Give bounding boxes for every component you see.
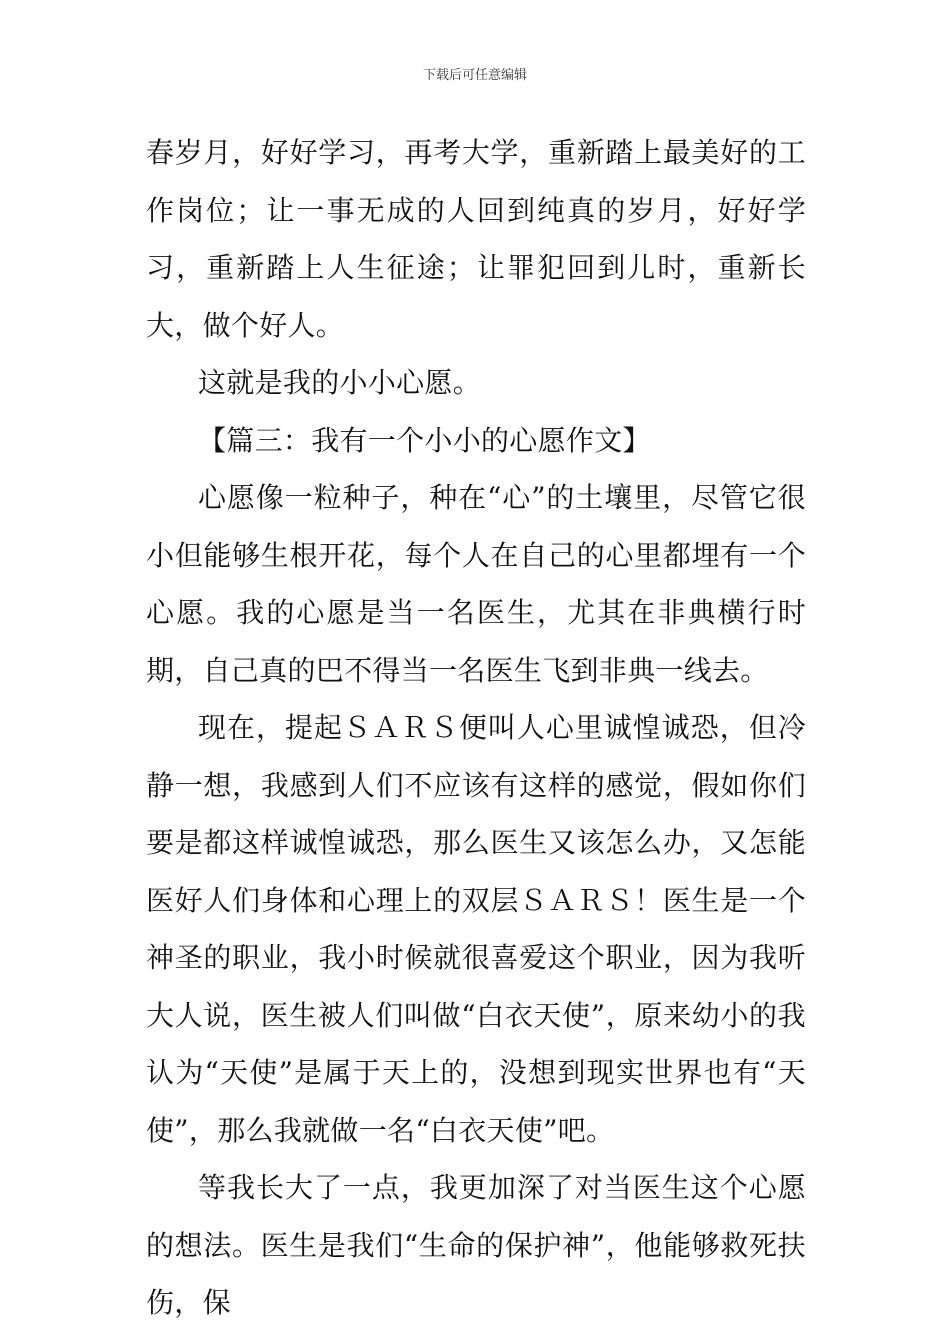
page-header: 下载后可任意编辑 xyxy=(422,68,527,83)
paragraph-growing-up: 等我长大了一点，我更加深了对当医生这个心愿的想法。医生是我们“生命的保护神”，他能够救死扶伤，保 xyxy=(146,1171,806,1319)
section-heading: 【篇三：我有一个小小的心愿作文】 xyxy=(198,423,651,457)
paragraph-sars: 现在，提起ＳＡＲＳ便叫人心里诚惶诚恐，但冷静一想，我感到人们不应该有这样的感觉，假如你们要是都这样诚惶诚恐，那么医生又该怎么办，又怎能医好人们身体和心理上的双层ＳＡＲＳ！医生是一个神圣的职业，我小时候就很喜爱这个职业，因为我听大人说，医生被人们叫做“白衣天使”，原来幼小的我认为“天使”是属于天上的，没想到现实世界也有“天使”，那么我就做一名“白衣天使”吧。 xyxy=(146,711,806,1147)
paragraph-wish-summary: 这就是我的小小心愿。 xyxy=(198,366,482,399)
paragraph-seed: 心愿像一粒种子，种在“心”的土壤里，尽管它很小但能够生根开花，每个人在自己的心里都埋有一个心愿。我的心愿是当一名医生，尤其在非典横行时期，自己真的巴不得当一名医生飞到非典一线去。 xyxy=(146,481,806,687)
document-body xyxy=(146,124,806,1332)
paragraph-continuation: 春岁月，好好学习，再考大学，重新踏上最美好的工作岗位；让一事无成的人回到纯真的岁月，好好学习，重新踏上人生征途；让罪犯回到儿时，重新长大，做个好人。 xyxy=(146,136,806,342)
